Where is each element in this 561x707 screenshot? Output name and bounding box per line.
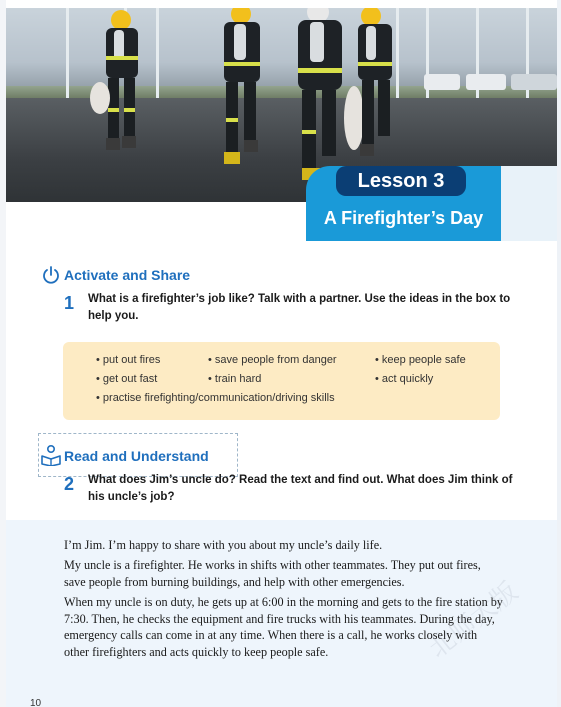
question-text-line1: What is a firefighter’s job like? Talk with a partner. Use the ideas in the box to [88, 293, 511, 305]
photo-car [466, 74, 506, 90]
photo-car [511, 74, 557, 90]
idea-item: • keep people safe [375, 354, 466, 366]
page-edge-right [557, 0, 561, 707]
paragraph: I’m Jim. I’m happy to share with you about my uncle’s daily life. [64, 538, 383, 552]
question-number: 2 [64, 474, 75, 494]
lesson-title: A Firefighter’s Day [323, 208, 484, 228]
question-text-line1: What does Jim’s uncle do? Read the text and find out. What does Jim think of [88, 474, 513, 486]
firefighter-figure [224, 8, 260, 164]
idea-item: • save people from danger [208, 354, 337, 366]
banner-shadow [500, 166, 557, 241]
section-heading-read: Read and Understand [64, 448, 209, 464]
idea-item: • get out fast [96, 373, 158, 385]
section-heading-activate: Activate and Share [64, 267, 191, 283]
watermark: 北师大版 [423, 576, 524, 665]
idea-item: • train hard [208, 373, 262, 385]
firefighter-figure [298, 8, 364, 180]
page-number: 10 [30, 698, 42, 707]
page-edge-left [0, 0, 6, 707]
firefighter-figure [358, 8, 392, 156]
lesson-label: Lesson 3 [336, 166, 466, 196]
paragraph: My uncle is a firefighter. He works in shifts with other teammates. They put out fires, save people from burning buildings, and help with other emergencies. [64, 558, 481, 589]
firefighter-figure [90, 10, 138, 150]
idea-item: • act quickly [375, 373, 434, 385]
question-text-line2: help you. [88, 310, 139, 322]
power-icon [41, 265, 61, 285]
paragraph: When my uncle is on duty, he gets up at 6:00 in the morning and gets to the fire station by 7:30. Then, he checks the equipment and fire trucks with his teammates. During the day, emergency calls can come in at any time. When there is a call, he works closely with other firefighters and acts quickly to keep people safe. [64, 595, 503, 659]
idea-item: • put out fires [96, 354, 161, 366]
question-text-line2: his uncle’s job? [88, 491, 175, 503]
top-margin [0, 0, 561, 8]
idea-item: • practise firefighting/communication/driving skills [96, 392, 335, 404]
question-number: 1 [64, 293, 75, 313]
reading-person-icon [40, 444, 62, 466]
